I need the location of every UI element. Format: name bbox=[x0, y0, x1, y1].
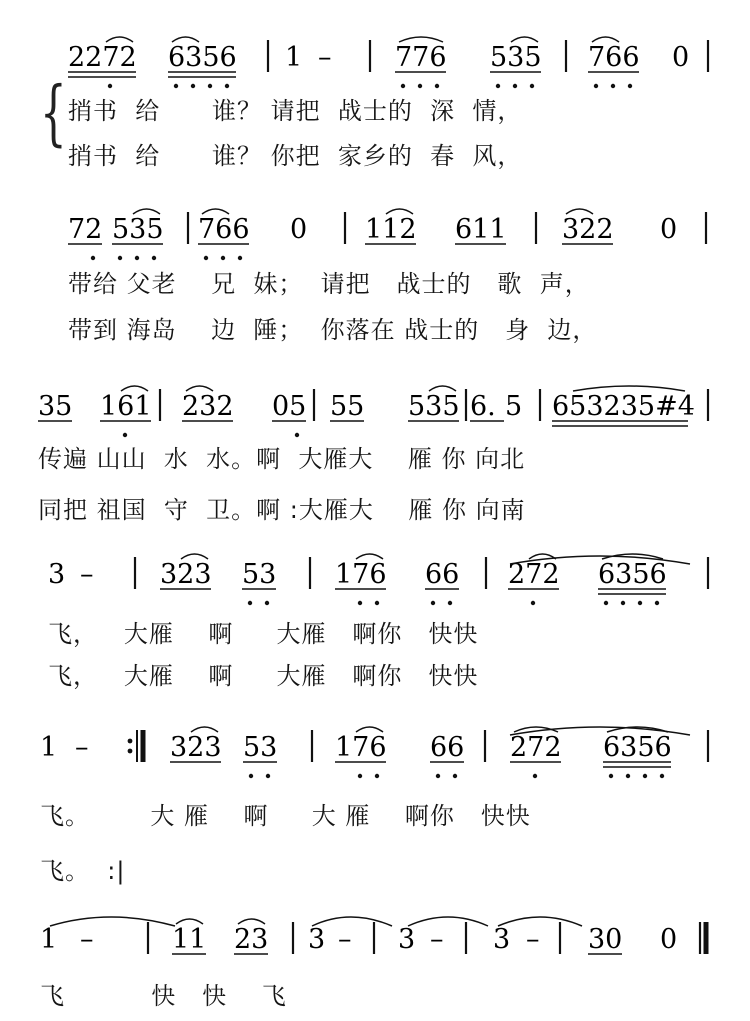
note-group: 176 bbox=[335, 732, 387, 763]
note-group: 53 bbox=[243, 732, 278, 763]
note-group: 6356 bbox=[168, 42, 237, 73]
note-group: 272 bbox=[510, 732, 562, 763]
octave-dot bbox=[191, 84, 195, 88]
system-3 bbox=[38, 386, 708, 437]
octave-dot bbox=[655, 601, 659, 605]
octave-dot bbox=[436, 774, 440, 778]
octave-dot bbox=[266, 774, 270, 778]
note-group: 1 bbox=[40, 924, 58, 955]
note-group: 535 bbox=[490, 42, 542, 73]
note-group: 1 bbox=[40, 732, 58, 763]
system-5 bbox=[40, 727, 708, 778]
note-group: – bbox=[80, 559, 94, 590]
note-group: – bbox=[80, 924, 94, 955]
note-group: 766 bbox=[588, 42, 640, 73]
system-4 bbox=[48, 554, 708, 605]
note-group: – bbox=[430, 924, 444, 955]
lyric-line-verse-1: 飞。 大 雁 啊 大 雁 啊你 快快 bbox=[40, 802, 531, 830]
note-group: 66 bbox=[430, 732, 465, 763]
lyric-line-verse-1: 捎书 给 谁？ 请把 战士的 深 情， bbox=[68, 97, 523, 125]
note-group: – bbox=[75, 732, 89, 763]
note-group: 55 bbox=[330, 391, 365, 422]
octave-dot bbox=[626, 774, 630, 778]
note-group: 11 bbox=[172, 924, 207, 955]
note-group: 23 bbox=[234, 924, 269, 955]
tie-arc bbox=[50, 917, 175, 926]
note-group: 5 bbox=[505, 391, 523, 422]
note-group: 30 bbox=[588, 924, 623, 955]
octave-dot bbox=[225, 84, 229, 88]
note-group: 766 bbox=[198, 214, 250, 245]
octave-dot bbox=[660, 774, 664, 778]
octave-dot bbox=[448, 601, 452, 605]
octave-dot bbox=[248, 601, 252, 605]
note-group: 653235#4 bbox=[552, 391, 695, 422]
repeat-dot bbox=[128, 749, 133, 754]
octave-dot bbox=[643, 774, 647, 778]
octave-dot bbox=[628, 84, 632, 88]
octave-dot bbox=[108, 84, 112, 88]
note-group: 323 bbox=[160, 559, 212, 590]
lyric-line-verse-1: 飞 快 快 飞 bbox=[40, 982, 287, 1010]
system-2 bbox=[68, 209, 706, 260]
note-group: – bbox=[338, 924, 352, 955]
note-group: 776 bbox=[395, 42, 447, 73]
octave-dot bbox=[118, 256, 122, 260]
octave-dot bbox=[594, 84, 598, 88]
octave-dot bbox=[265, 601, 269, 605]
octave-dot bbox=[375, 601, 379, 605]
tie-arc bbox=[498, 917, 582, 926]
octave-dot bbox=[123, 433, 127, 437]
note-group: 53 bbox=[242, 559, 277, 590]
lyric-line-verse-1: 飞， 大雁 啊 大雁 啊你 快快 bbox=[48, 620, 479, 648]
octave-dot bbox=[418, 84, 422, 88]
note-group: 611 bbox=[455, 214, 507, 245]
octave-dot bbox=[135, 256, 139, 260]
repeat-dot bbox=[128, 739, 133, 744]
note-group: 6356 bbox=[603, 732, 672, 763]
lyric-line-verse-1: 传遍 山山 水 水。啊 大雁大 雁 你 向北 bbox=[38, 445, 526, 473]
note-group: 3 bbox=[398, 924, 416, 955]
octave-dot bbox=[152, 256, 156, 260]
octave-dot bbox=[604, 601, 608, 605]
octave-dot bbox=[204, 256, 208, 260]
octave-dot bbox=[358, 601, 362, 605]
octave-dot bbox=[621, 601, 625, 605]
octave-dot bbox=[208, 84, 212, 88]
note-group: 2272 bbox=[68, 42, 137, 73]
note-group: 272 bbox=[508, 559, 560, 590]
octave-dot bbox=[611, 84, 615, 88]
note-group: 0 bbox=[290, 214, 308, 245]
lyric-line-verse-2: 飞， 大雁 啊 大雁 啊你 快快 bbox=[48, 662, 479, 690]
octave-dot bbox=[249, 774, 253, 778]
octave-dot bbox=[513, 84, 517, 88]
note-group: 176 bbox=[335, 559, 387, 590]
note-group: 0 bbox=[660, 214, 678, 245]
note-group: 3 bbox=[308, 924, 326, 955]
octave-dot bbox=[533, 774, 537, 778]
tie-arc bbox=[408, 917, 488, 926]
octave-dot bbox=[91, 256, 95, 260]
octave-dot bbox=[238, 256, 242, 260]
lyric-line-verse-2: 带到 海岛 边 陲； 你落在 战士的 身 边， bbox=[68, 316, 598, 344]
lyric-line-verse-2: 飞。 :| bbox=[40, 857, 126, 885]
system-6 bbox=[40, 919, 706, 955]
note-group: 322 bbox=[562, 214, 614, 245]
lyric-line-verse-1: 带给 父老 兄 妹； 请把 战士的 歌 声， bbox=[68, 270, 590, 298]
note-group: 0 bbox=[660, 924, 678, 955]
note-group: – bbox=[318, 42, 332, 73]
note-group: 1 bbox=[285, 42, 303, 73]
verse-brace: { bbox=[40, 70, 67, 154]
note-group: 66 bbox=[425, 559, 460, 590]
lyric-line-verse-2: 捎书 给 谁？ 你把 家乡的 春 风， bbox=[68, 142, 523, 170]
octave-dot bbox=[375, 774, 379, 778]
octave-dot bbox=[453, 774, 457, 778]
octave-dot bbox=[496, 84, 500, 88]
octave-dot bbox=[531, 601, 535, 605]
octave-dot bbox=[358, 774, 362, 778]
octave-dot bbox=[221, 256, 225, 260]
note-group: 3 bbox=[48, 559, 66, 590]
note-group: 6. bbox=[470, 391, 496, 422]
note-group: 0 bbox=[672, 42, 690, 73]
note-group: 35 bbox=[38, 391, 73, 422]
lyric-line-verse-2: 同把 祖国 守 卫。啊 :大雁大 雁 你 向南 bbox=[38, 496, 526, 524]
octave-dot bbox=[174, 84, 178, 88]
octave-dot bbox=[401, 84, 405, 88]
note-group: – bbox=[526, 924, 540, 955]
octave-dot bbox=[530, 84, 534, 88]
octave-dot bbox=[609, 774, 613, 778]
note-group: 112 bbox=[365, 214, 417, 245]
octave-dot bbox=[435, 84, 439, 88]
octave-dot bbox=[638, 601, 642, 605]
note-group: 6356 bbox=[598, 559, 667, 590]
note-group: 05 bbox=[272, 391, 307, 422]
note-group: 232 bbox=[182, 391, 234, 422]
octave-dot bbox=[295, 433, 299, 437]
note-group: 535 bbox=[112, 214, 164, 245]
note-group: 161 bbox=[100, 391, 152, 422]
octave-dot bbox=[431, 601, 435, 605]
note-group: 535 bbox=[408, 391, 460, 422]
note-group: 3 bbox=[493, 924, 511, 955]
note-group: 72 bbox=[68, 214, 103, 245]
note-group: 323 bbox=[170, 732, 222, 763]
system-1 bbox=[68, 37, 708, 88]
